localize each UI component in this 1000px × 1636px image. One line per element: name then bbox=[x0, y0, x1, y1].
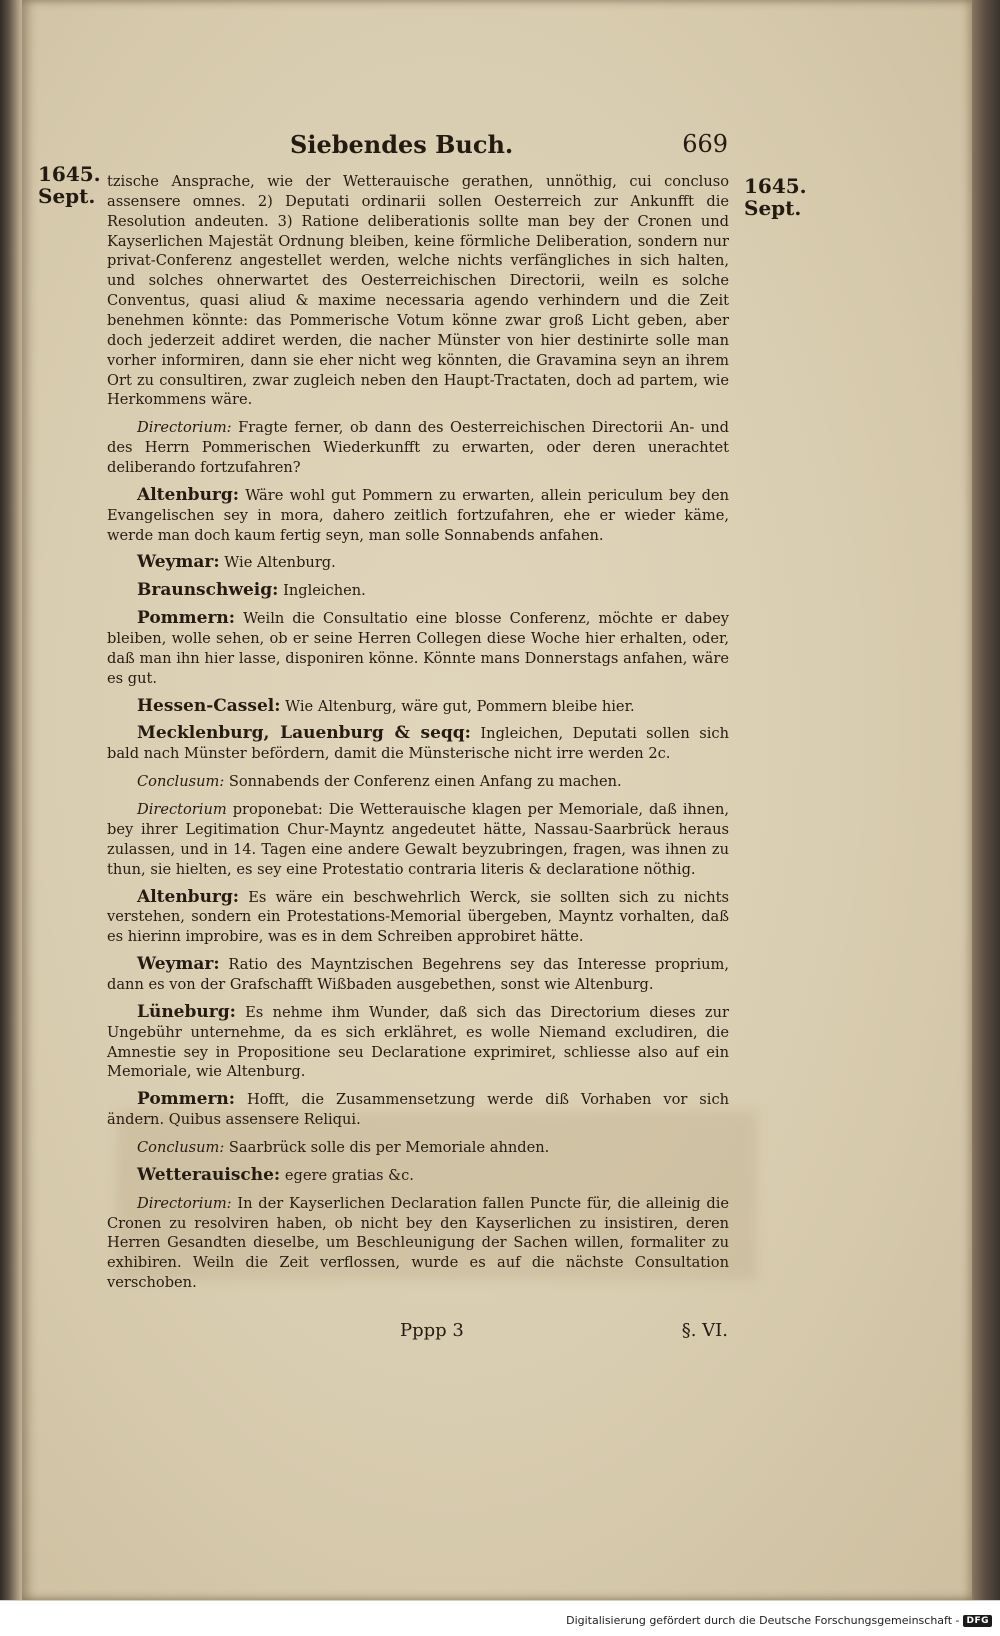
signature-mark: Pppp 3 bbox=[400, 1320, 464, 1341]
paragraph bbox=[107, 955, 729, 995]
paragraph bbox=[107, 609, 729, 688]
speaker-name: Altenburg: bbox=[137, 886, 240, 907]
paragraph-text: tzische Ansprache, wie der Wetterauische gerathen, unnöthig, cui concluso assensere omnes. 2) Deputati ordinarii sollen Oesterreich zur Ankunfft die Resolution andeuten. 3) Ratione deliberationis sollte man bey der Cronen und Kayserlichen Majestät Ordnung bleiben, keine förmliche Deliberation, sondern nur privat-Conferenz angestellet werden, welche nichts verfängliches in sich halten, und solches ohnerwartet des Oesterreichischen Directorii, weiln es solche Conventus, quasi aliud & maxime necessaria agendo verhindern und die Zeit benehmen könnte: das Pommerische Votum könne zwar groß Licht geben, aber doch jederzeit addiret werden, die nacher Münster von hier destinirte solle man vorher informiren, dann sie eher nicht weg könnten, die Gravamina seyn an ihrem Ort zu consultiren, zwar zugleich neben den Haupt-Tractaten, doch ad partem, wie Herkommens wäre. bbox=[107, 173, 729, 409]
paragraph-text: Wie Altenburg. bbox=[224, 554, 336, 572]
page-footer bbox=[100, 1320, 728, 1350]
left-margin-note bbox=[38, 163, 101, 207]
paragraph bbox=[107, 888, 729, 948]
page-header bbox=[100, 130, 728, 170]
paragraph bbox=[107, 1090, 729, 1130]
paragraph-text: Saarbrück solle dis per Memoriale ahnden. bbox=[228, 1138, 550, 1156]
paragraph-text: Hofft, die Zusammensetzung werde diß Vorhaben vor sich ändern. Quibus assensere Reliqui. bbox=[107, 1091, 730, 1129]
right-margin-year: 1645. bbox=[744, 174, 807, 198]
paragraph bbox=[107, 1138, 729, 1158]
right-margin-month: Sept. bbox=[744, 196, 802, 220]
paragraph-text: Es nehme ihm Wunder, daß sich das Directorium dieses zur Ungebühr unternehme, da es sich erklähret, es wolle Niemand excludiren, die Amnestie sey in Propositione seu Declaratione exprimiret, schliesse also auf ein Memoriale, wie Altenburg. bbox=[107, 1003, 730, 1081]
page-number: 669 bbox=[682, 130, 728, 158]
paragraph-text: Sonnabends der Conferenz einen Anfang zu machen. bbox=[228, 773, 622, 791]
paragraph bbox=[107, 1166, 729, 1186]
paragraph bbox=[107, 553, 729, 573]
paragraph-text: Ratio des Mayntzischen Begehrens sey das Interesse proprium, dann es von der Grafschafft Wißbaden ausgebethen, sonst wie Altenburg. bbox=[107, 956, 730, 993]
paragraph-text: Es wäre ein beschwehrlich Werck, sie sollten sich zu nichts verstehen, sondern ein Protestations-Memorial übergeben, Mayntz vorhalten, daß es hierinn improbire, was es in dem Schreiben approbiret hätte. bbox=[107, 888, 730, 946]
paragraph bbox=[107, 724, 729, 764]
paragraph bbox=[107, 1003, 729, 1082]
speaker-name: Mecklenburg, Lauenburg & seqq: bbox=[137, 723, 471, 744]
speaker-name: Wetterauische: bbox=[137, 1164, 281, 1185]
paragraph-text: egere gratias &c. bbox=[284, 1166, 414, 1184]
speaker-name: Lüneburg: bbox=[137, 1001, 236, 1022]
role-label: Conclusum: bbox=[137, 1138, 225, 1156]
paragraph bbox=[107, 800, 729, 879]
paragraph-text: proponebat: Die Wetterauische klagen per Memoriale, daß ihnen, bey ihrer Legitimation Chur-Mayntz angedeutet hätte, Nassau-Saarbrück heraus zulassen, und in 14. Tagen eine andere Gewalt beyzubringen, fragen, was ihnen zu thun, sie hielten, es sey eine Protestatio contraria literis & declaratione nöthig. bbox=[107, 801, 729, 878]
paragraph-text: Fragte ferner, ob dann des Oesterreichischen Directorii An- und des Herrn Pommerischen Wiederkunfft zu erwarten, oder deren unerachtet deliberando fortzufahren? bbox=[107, 419, 730, 477]
credit-text: Digitalisierung gefördert durch die Deutsche Forschungsgemeinschaft - bbox=[566, 1614, 960, 1627]
paragraph-text: In der Kayserlichen Declaration fallen Puncte für, die alleinig die Cronen zu resolviren haben, ob nicht bey den Kayserlichen zu insistiren, deren Herren Gesandten dieselbe, um Beschleunigung der Sachen willen, formaliter zu exhibiren. Weiln die Zeit verflossen, wurde es auf die nächste Consultation verschoben. bbox=[107, 1194, 729, 1292]
speaker-name: Pommern: bbox=[137, 1089, 236, 1110]
page-body-text bbox=[107, 172, 729, 1296]
speaker-name: Pommern: bbox=[137, 608, 236, 629]
role-label: Directorium: bbox=[137, 1194, 232, 1212]
speaker-name: Weymar: bbox=[137, 552, 220, 573]
speaker-name: Weymar: bbox=[137, 954, 220, 975]
paragraph-text: Wie Altenburg, wäre gut, Pommern bleibe hier. bbox=[285, 697, 635, 715]
paragraph-text: Wäre wohl gut Pommern zu erwarten, allein periculum bey den Evangelischen sey in mora, dahero zeitlich fortzufahren, ehe er wieder käme, werde man doch kaum fertig seyn, man solle Sonnabends anfahen. bbox=[107, 486, 730, 544]
speaker-name: Braunschweig: bbox=[137, 580, 279, 601]
running-title: Siebendes Buch. bbox=[290, 130, 514, 159]
paragraph bbox=[107, 581, 729, 601]
speaker-name: Hessen-Cassel: bbox=[137, 695, 281, 716]
paragraph-text: Ingleichen, Deputati sollen sich bald nach Münster befördern, damit die Münsterische nicht irre werden 2c. bbox=[107, 725, 730, 763]
catchword: §. VI. bbox=[681, 1320, 728, 1341]
digitization-credit bbox=[566, 1614, 992, 1627]
right-margin-note bbox=[744, 175, 807, 219]
paragraph bbox=[107, 697, 729, 717]
paragraph bbox=[107, 172, 729, 410]
left-margin-year: 1645. bbox=[38, 162, 101, 186]
paragraph bbox=[107, 772, 729, 792]
dfg-logo-icon: DFG bbox=[963, 1615, 992, 1627]
left-margin-month: Sept. bbox=[38, 184, 96, 208]
role-label: Directorium bbox=[137, 801, 227, 819]
speaker-name: Altenburg: bbox=[137, 484, 240, 505]
role-label: Conclusum: bbox=[137, 773, 225, 791]
paragraph bbox=[107, 1194, 729, 1293]
paragraph-text: Weiln die Consultatio eine blosse Conferenz, möchte er dabey bleiben, wolle sehen, ob er seine Herren Collegen diese Woche hier erhalten, oder, daß man ihn hier lasse, disponiren könne. Könnte mans Donnerstags anfahen, wäre es gut. bbox=[107, 610, 729, 687]
paragraph bbox=[107, 418, 729, 478]
role-label: Directorium: bbox=[137, 419, 232, 437]
paragraph-text: Ingleichen. bbox=[283, 582, 366, 600]
paragraph bbox=[107, 486, 729, 546]
